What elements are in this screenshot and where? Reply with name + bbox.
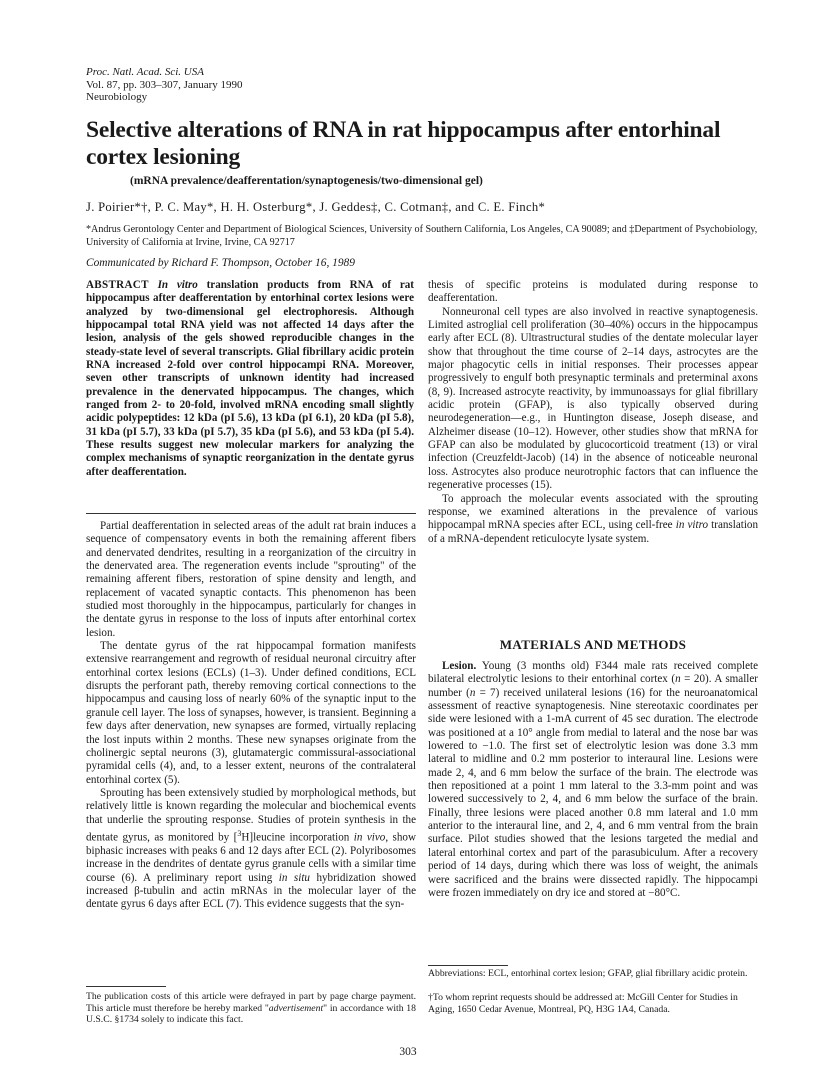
affiliations: *Andrus Gerontology Center and Department of Biological Sciences, University of Southern California, Los Angeles, CA 90089; and ‡Department of Psychobiology, University of California at Irvine, Irvine, CA 92717	[86, 224, 758, 248]
abstract-text	[149, 279, 158, 291]
journal-volume: Vol. 87, pp. 303–307, January 1990	[86, 78, 243, 91]
abstract	[86, 279, 414, 479]
footnote-rule	[86, 986, 166, 987]
intro-left-column	[86, 520, 416, 912]
paragraph: Lesion. Young (3 months old) F344 male rats received complete bilateral electrolytic lesions to their entorhinal cortex (n = 20). A smaller number (n = 7) received unilateral lesions (16) for the neuroanatomical assessment of reactive synaptogenesis. Nine stereotaxic coordinates per side were lesioned with a 1-mA current of 45 sec duration. The electrode was positioned at a 10° angle from medial to lateral and the nose bar was lowered to −1.0. The first set of electrolytic lesion was done 3.3 mm lateral to midline and 0.2 mm posterior to interaural line. Lesions were made 2, 4, and 6 mm below the surface of the brain. The electrode was then repositioned at a point 1 mm lateral to the 3.3-mm point and was lowered successively to 2, 4, and 6 mm below the surface of the brain. Finally, three lesions were placed another 0.8 mm lateral and 1.0 mm anterior to the interaural line, and 2, 4, and 6 mm ventral from the brain surface. Pilot studies showed that the lesions targeted the medial and lateral entorhinal cortex and part of the parasubiculum. After a recovery period of 14 days, during which there was loss of weight, the animals were sacrificed and the brains were dissected rapidly. The hippocampi were frozen immediately on dry ice and stored at −80°C.	[428, 660, 759, 899]
section-heading: MATERIALS AND METHODS	[499, 637, 687, 652]
journal-header	[86, 66, 243, 104]
footnote-rule	[428, 965, 508, 966]
paragraph: To approach the molecular events associated with the sprouting response, we examined alterations in the prevalence of various hippocampal mRNA species after ECL, using cell-free in vitro translation of a mRNA-dependent reticulocyte lysate system.	[428, 492, 759, 545]
paragraph: Sprouting has been extensively studied by morphological methods, but relatively little is known regarding the molecular and biochemical events that underlie the sprouting response. Studies of protein synthesis in the dentate gyrus, as monitored by [$^3$H]leucine incorporation in vivo, show biphasic increases with peaks 6 and 12 days after ECL (2). Polyribosomes increase in the dendrites of dentate gyrus granule cells with a similar time course (6). A preliminary report using in situ hybridization showed increased β-tubulin and actin mRNAs in the molecular layer of the dentate gyrus 6 days after ECL (7). This evidence suggests that the syn-	[86, 786, 417, 911]
intro-right-column	[428, 279, 758, 546]
abstract-italic: In vitro	[157, 279, 198, 291]
keywords: (mRNA prevalence/deafferentation/synaptogenesis/two-dimensional gel)	[130, 175, 483, 187]
methods-body	[428, 660, 758, 900]
paragraph: The dentate gyrus of the rat hippocampal formation manifests extensive rearrangement and regrowth of residual neuronal circuitry after entorhinal cortex lesions (ECLs) (1–3). Under defined conditions, ECL disrupts the perforant path, thereby removing cortical connections to the hippocampus and causing loss of nearly 60% of the synaptic input to the granule cell layer. The loss of synapses, however, is transient. Beginning a few days after denervation, new synapses are formed, virtually replacing the lost inputs within 2 months. These new synapses originate from the cholinergic septal neurons (3), glutamatergic commissural-associational pyramidal cells (4), and, to a lesser extent, neurons of the contralateral entorhinal cortex (5).	[86, 640, 416, 786]
paragraph: Partial deafferentation in selected areas of the adult rat brain induces a sequence of compensatory events in both the remaining afferent fibers and denervated dendrites, resulting in a reorganization of the circuitry in the denervated area. The regeneration events include "sprouting" of the remaining afferent fibers, restoration of spine density and length, and replacement of vacated synaptic contacts. This phenomenon has been studied most thoroughly in the hippocampus, particularly for changes in the dentate gyrus in response to the loss of inputs after entorhinal cortex lesion.	[86, 520, 416, 639]
paragraph: Nonneuronal cell types are also involved in reactive synaptogenesis. Limited astroglial cell proliferation (30–40%) occurs in the hippocampus early after ECL (8). Ultrastructural studies of the dentate molecular layer show that throughout the time course of 2–14 days, astrocytes are the major phagocytic cells in initial responses. Their processes appear progressively to engulf both presynaptic terminals and preterminal axons (8, 9). Increased astrocyte reactivity, by immunoassays for glial fibrillary acidic protein (GFAP), is also typically observed during neurodegeneration—e.g., in Huntington disease, Joseph disease, and Alzheimer disease (10–12). However, other studies show that mRNA for GFAP can also be modulated by glucocorticoid treatment (13) or viral infection (Creuzfeldt-Jacob) (14) in the absence of noticeable neuronal loss. Astrocytes also produce neurotrophic factors that can influence the regenerative processes (15).	[428, 305, 758, 492]
reprint-footnote: †To whom reprint requests should be addressed at: McGill Center for Studies in Aging, 1650 Cedar Avenue, Montreal, PQ, H3G 1A4, Canada.	[428, 992, 738, 1015]
page-number: 303	[399, 1046, 417, 1058]
article-title: Selective alterations of RNA in rat hippocampus after entorhinal cortex lesioning	[86, 117, 721, 170]
communicated-by: Communicated by Richard F. Thompson, October 16, 1989	[86, 257, 355, 269]
journal-name: Proc. Natl. Acad. Sci. USA	[86, 66, 204, 78]
abbreviations-footnote: Abbreviations: ECL, entorhinal cortex lesion; GFAP, glial fibrillary acidic protein.	[428, 968, 748, 979]
paragraph: thesis of specific proteins is modulated during response to deafferentation.	[428, 279, 758, 305]
journal-section: Neurobiology	[86, 91, 148, 103]
author-list: J. Poirier*†, P. C. May*, H. H. Osterburg*, J. Geddes‡, C. Cotman‡, and C. E. Finch*	[86, 200, 546, 214]
abstract-label: ABSTRACT	[86, 279, 149, 291]
publication-cost-note: The publication costs of this article were defrayed in part by page charge payment. This article must therefore be hereby marked "advertisement" in accordance with 18 U.S.C. §1734 solely to indicate this fact.	[86, 991, 416, 1026]
abstract-text: translation products from RNA of rat hippocampus after deafferentation by entorhinal cortex lesions were analyzed by two-dimensional gel electrophoresis. Although hippocampal total RNA yield was not affected 14 days after the lesion, analysis of the gels showed reproducible changes in the steady-state level of several transcripts. Glial fibrillary acidic protein RNA increased 2-fold over control hippocampi RNA. Moreover, seven other transcripts of unknown identity had increased prevalence in the denervated hippocampus. The changes, which ranged from 2- to 20-fold, involved mRNA encoding small slightly acidic polypeptides: 12 kDa (pI 5.6), 13 kDa (pI 6.1), 20 kDa (pI 5.8), 31 kDa (pI 5.7), 33 kDa (pI 5.7), 35 kDa (pI 5.6), and 53 kDa (pI 5.4). These results suggest new molecular markers for analyzing the complex mechanisms of synaptic reorganization in the dentate gyrus after deafferentation.	[86, 279, 414, 478]
abstract-divider	[86, 513, 416, 514]
